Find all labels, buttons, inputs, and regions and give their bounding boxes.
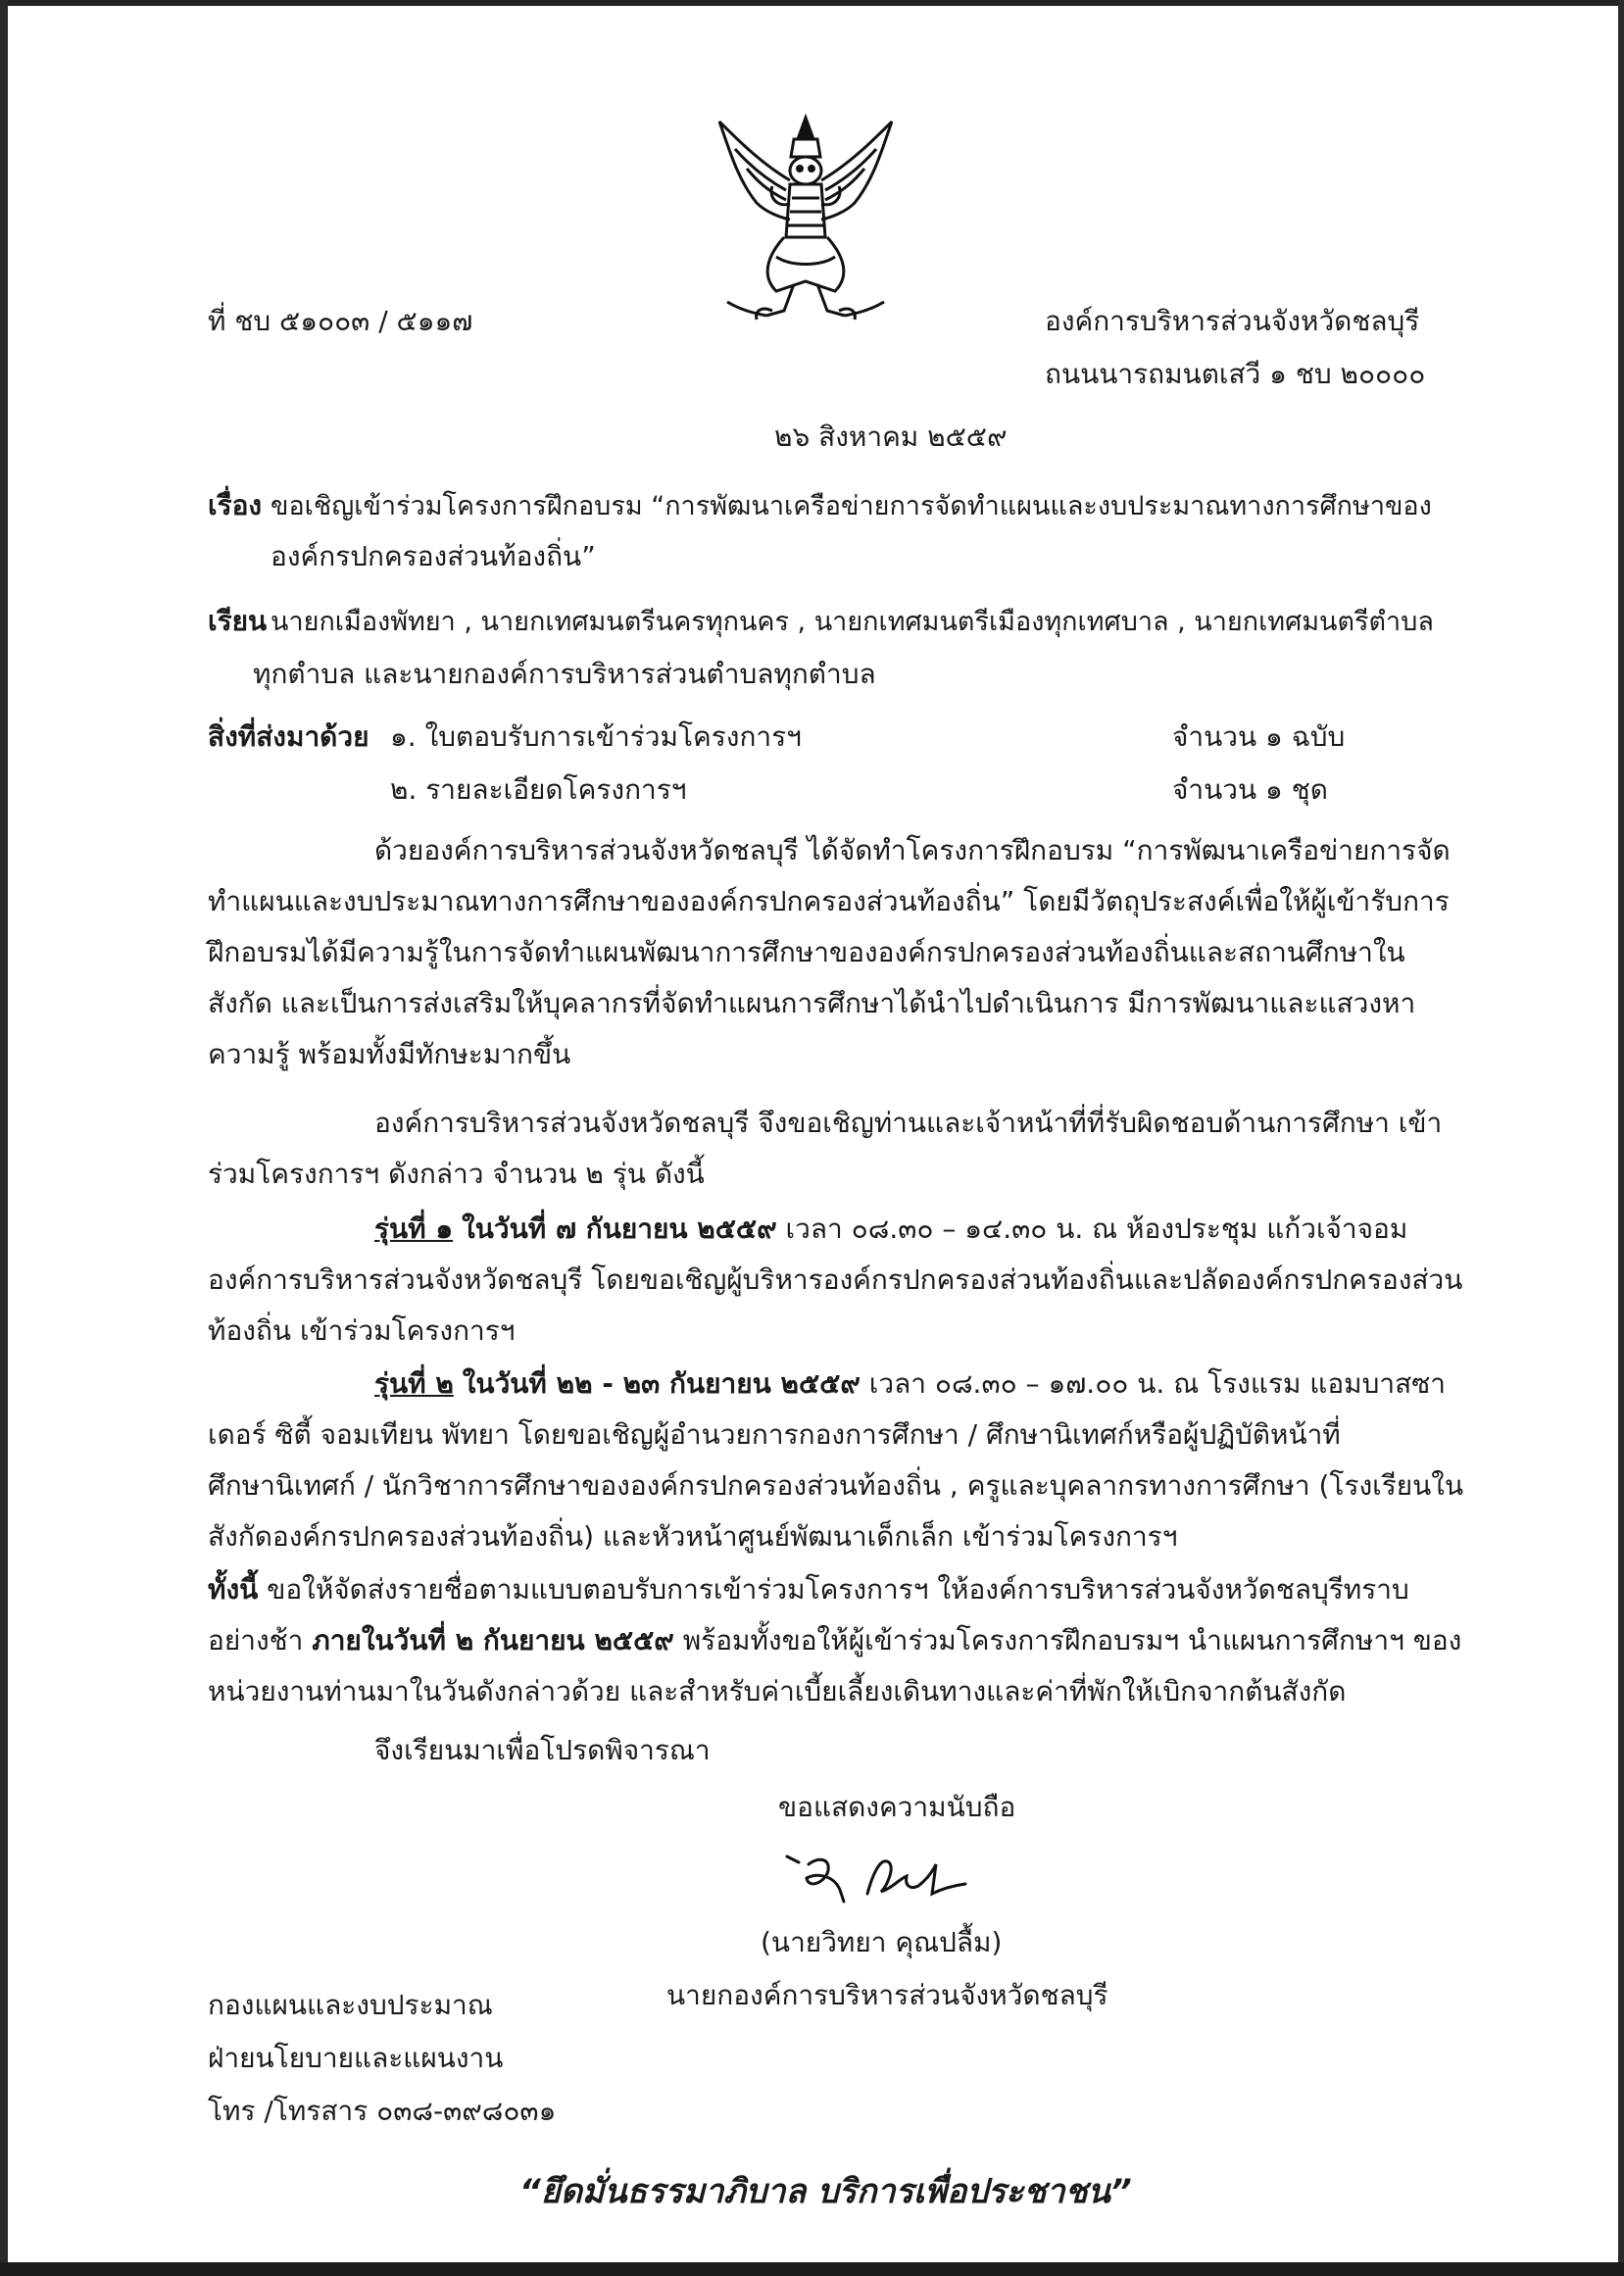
closing-line: จึงเรียนมาเพื่อโปรดพิจารณา: [374, 1734, 711, 1766]
footer-department: กองแผนและงบประมาณ: [208, 1989, 493, 2021]
subject-line-2: องค์กรปกครองส่วนท้องถิ่น”: [271, 540, 596, 572]
handwritten-signature: [774, 1843, 980, 1911]
subject-line-1: ขอเชิญเข้าร่วมโครงการฝึกอบรม “การพัฒนาเครือข่ายการจัดทำแผนและงบประมาณทางการศึกษาของ: [271, 491, 1432, 521]
instructions-text-b: พร้อมทั้งขอให้ผู้เข้าร่วมโครงการฝึกอบรมฯ นำแผนการศึกษาฯ ของหน่วยงานท่านมาในวันดังกล่าวด้วย และสำหรับค่าเบี้ยเลี้ยงเดินทางและค่าที่พักให้เบิกจากต้นสังกัด: [208, 1624, 1462, 1707]
round-1-details: เวลา ๐๘.๓๐ – ๑๔.๓๐ น. ณ ห้องประชุม แก้วเจ้าจอม องค์การบริหารส่วนจังหวัดชลบุรี โดยขอเชิญผู้บริหารองค์กรปกครองส่วนท้องถิ่นและปลัดองค์กรปกครองส่วนท้องถิ่น เข้าร่วมโครงการฯ: [208, 1212, 1463, 1347]
instructions-label: ทั้งนี้: [208, 1573, 259, 1606]
addressee-line-2: ทุกตำบล และนายกองค์การบริหารส่วนตำบลทุกตำบล: [253, 658, 876, 690]
round-1-date: ในวันที่ ๗ กันยายน ๒๕๕๙: [462, 1212, 777, 1245]
body-paragraph-2-text: องค์การบริหารส่วนจังหวัดชลบุรี จึงขอเชิญท่านและเจ้าหน้าที่ที่รับผิดชอบด้านการศึกษา เข้าร่วมโครงการฯ ดังกล่าว จำนวน ๒ รุ่น ดังนี้: [208, 1107, 1443, 1190]
body-paragraph-1-text: ด้วยองค์การบริหารส่วนจังหวัดชลบุรี ได้จัดทำโครงการฝึกอบรม “การพัฒนาเครือข่ายการจัดทำแผนและงบประมาณทางการศึกษาขององค์กรปกครองส่วนท้องถิ่น” โดยมีวัตถุประสงค์เพื่อให้ผู้เข้ารับการฝึกอบรมได้มีความรู้ในการจัดทำแผนพัฒนาการศึกษาขององค์กรปกครองส่วนท้องถิ่นและสถานศึกษาในสังกัด และเป็นการส่งเสริมให้บุคลากรที่จัดทำแผนการศึกษาได้นำไปดำเนินการ มีการพัฒนาและแสวงหาความรู้ พร้อมทั้งมีทักษะมากขึ้น: [208, 834, 1451, 1070]
enclosure-qty-2: จำนวน ๑ ชุด: [1172, 773, 1328, 806]
org-address: ถนนนารถมนตเสวี ๑ ชบ ๒๐๐๐๐: [1045, 358, 1426, 390]
scan-edge-bottom: [0, 2262, 1624, 2276]
enclosure-item-2: ๒. รายละเอียดโครงการฯ: [390, 773, 687, 806]
document-number: ที่ ชบ ๕๑๐๐๓ / ๕๑๑๗: [208, 305, 473, 337]
footer-phone: โทร /โทรสาร ๐๓๘-๓๙๘๐๓๑: [208, 2095, 557, 2127]
instructions-deadline: ภายในวันที่ ๒ กันยายน ๒๕๕๙: [312, 1624, 674, 1657]
enclosure-item-1: ๑. ใบตอบรับการเข้าร่วมโครงการฯ: [390, 720, 802, 753]
scan-edge-top: [0, 0, 1624, 6]
round-2-date: ในวันที่ ๒๒ - ๒๓ กันยายน ๒๕๕๙: [462, 1367, 861, 1400]
body-paragraph-1: [208, 825, 1467, 1090]
signatory-name: (นายวิทยา คุณปลื้ม): [761, 1926, 1003, 1958]
round-1-paragraph: [208, 1204, 1467, 1361]
document-date: ๒๖ สิงหาคม ๒๕๕๙: [774, 421, 1008, 453]
scan-edge-left: [0, 0, 8, 2276]
garuda-emblem: [708, 110, 904, 325]
footer-motto: “ยึดมั่นธรรมาภิบาล บริการเพื่อประชาชน”: [519, 2172, 1132, 2211]
round-2-paragraph: [208, 1359, 1467, 1569]
enclosures-label: สิ่งที่ส่งมาด้วย: [208, 720, 369, 753]
round-2-details: เวลา ๐๘.๓๐ – ๑๗.๐๐ น. ณ โรงแรม แอมบาสซาเดอร์ ซิตี้ จอมเทียน พัทยา โดยขอเชิญผู้อำนวยการกองการศึกษา / ศึกษานิเทศก์หรือผู้ปฏิบัติหน้าที่ศึกษานิเทศก์ / นักวิชาการศึกษาขององค์กรปกครองส่วนท้องถิ่น , ครูและบุคลากรทางการศึกษา (โรงเรียนในสังกัดองค์กรปกครองส่วนท้องถิ่น) และหัวหน้าศูนย์พัฒนาเด็กเล็ก เข้าร่วมโครงการฯ: [208, 1367, 1464, 1553]
signatory-position: นายกองค์การบริหารส่วนจังหวัดชลบุรี: [666, 1979, 1108, 2011]
instructions-text-a: ขอให้จัดส่งรายชื่อตามแบบตอบรับการเข้าร่วมโครงการฯ ให้องค์การบริหารส่วนจังหวัดชลบุรีทราบอย่างช้า: [208, 1573, 1409, 1657]
instructions-paragraph: [208, 1564, 1467, 1731]
addressee-line-1: นายกเมืองพัทยา , นายกเทศมนตรีนครทุกนคร , นายกเทศมนตรีเมืองทุกเทศบาล , นายกเทศมนตรีตำบล: [271, 607, 1434, 637]
round-1-label: รุ่นที่ ๑: [374, 1212, 454, 1245]
org-name: องค์การบริหารส่วนจังหวัดชลบุรี: [1045, 305, 1420, 337]
enclosure-qty-1: จำนวน ๑ ฉบับ: [1172, 720, 1346, 753]
round-2-label: รุ่นที่ ๒: [374, 1367, 454, 1400]
regards-line: ขอแสดงความนับถือ: [778, 1791, 1016, 1823]
addressee-label: เรียน: [208, 605, 268, 637]
scan-edge-right: [1618, 0, 1624, 2276]
footer-section: ฝ่ายนโยบายและแผนงาน: [208, 2042, 504, 2074]
subject-label: เรื่อง: [208, 489, 263, 521]
body-paragraph-2: [208, 1098, 1467, 1206]
